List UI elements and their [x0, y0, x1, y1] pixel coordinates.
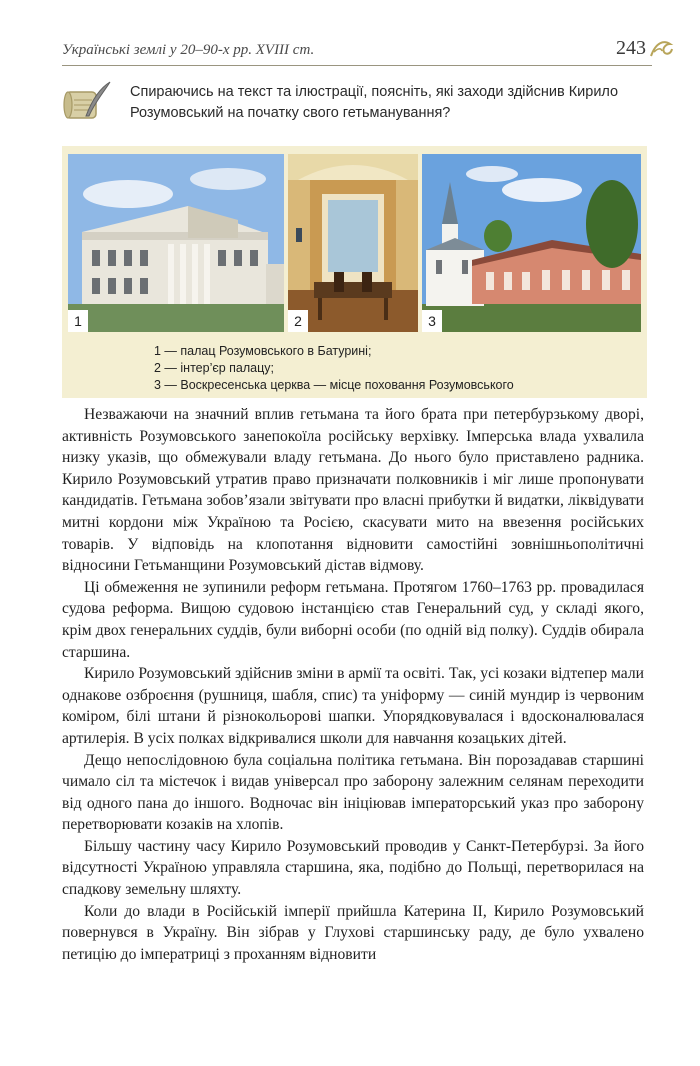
illustration-panel	[62, 146, 647, 398]
task-question: Спираючись на текст та ілюстрації, поясніть, які заходи здійснив Кирило Розумовський на початку свого гетьманування?	[130, 84, 619, 121]
flourish-ornament-icon	[648, 36, 676, 60]
page-number: 243	[616, 37, 646, 59]
photo-palace	[68, 154, 284, 332]
caption-2: 2 — інтер’єр палацу;	[154, 361, 274, 375]
page-header	[62, 28, 676, 68]
header-divider	[62, 65, 652, 66]
caption-list	[154, 343, 514, 394]
paragraph: Коли до влади в Російській імперії прийшла Катерина II, Кирило Розумовський повернувся в Україну. Він зібрав у Глухові старшинську раду, де було ухвалено петицію до імператриці з проханням відновити	[62, 902, 644, 963]
photo-number-3: 3	[422, 310, 442, 332]
caption-3: 3 — Воскресенська церква — місце поховання Розумовського	[154, 378, 514, 392]
photo-number-1: 1	[68, 310, 88, 332]
main-text	[62, 404, 644, 965]
paragraph: Дещо непослідовною була соціальна політика гетьмана. Він порозадавав старшині чимало сіл та містечок і видав універсал про заборону залежним селянам переходити від одного пана до іншого. Водночас він ініціював імператорський указ про заборону перетворювати козаків на хлопів.	[62, 751, 644, 834]
paragraph: Ці обмеження не зупинили реформ гетьмана. Протягом 1760–1763 рр. провадилася судова реформа. Вищою судовою інстанцією став Генеральний суд, у складі якого, крім двох генеральних суддів, були виборні особи (по одній від полку). Суддів обирала старшина.	[62, 578, 644, 661]
caption-1: 1 — палац Розумовського в Батурині;	[154, 344, 372, 358]
paragraph: Кирило Розумовський здійснив зміни в армії та освіті. Так, усі козаки відтепер мали однакове озброєння (рушниця, шабля, спис) та уніформу — синій мундир із червоним коміром, білі штани й різнокольорові шапки. Упорядковувалася і вдосконалювалася артилерія. В усіх полках відкривалися школи для навчання козацьких дітей.	[62, 665, 644, 747]
photo-number-2: 2	[288, 310, 308, 332]
photo-interior	[288, 154, 418, 332]
paragraph: Незважаючи на значний вплив гетьмана та його брата при петербурзькому дворі, активність Розумовського занепокоїла російську верхівку. Імперська влада ухвалила низку указів, що обмежували владу гетьмана. До нього було приставлено радника. Кирило Розумовський утратив право призначати полковників і міг лише пропонувати кандидатів. Гетьмана зобов’язали звітувати про власні прибутки й видатки, ліквідувати митні кордони між Україною та Росією, скасувати мито на ввезення російських товарів. У відповідь на клопотання відновити самостійні зовнішньополітичні відносини Гетьманщини Розумовський дістав відмову.	[62, 406, 644, 575]
task-block	[62, 80, 662, 132]
scroll-quill-icon	[62, 80, 114, 126]
paragraph: Більшу частину часу Кирило Розумовський проводив у Санкт-Петербурзі. За його відсутності Україною управляла старшина, яка, подібно до Польщі, перетворилася на спадкову земельну шляхту.	[62, 837, 644, 899]
running-title: Українські землі у 20–90-х рр. XVIII ст.	[62, 42, 315, 58]
photo-church	[422, 154, 641, 332]
